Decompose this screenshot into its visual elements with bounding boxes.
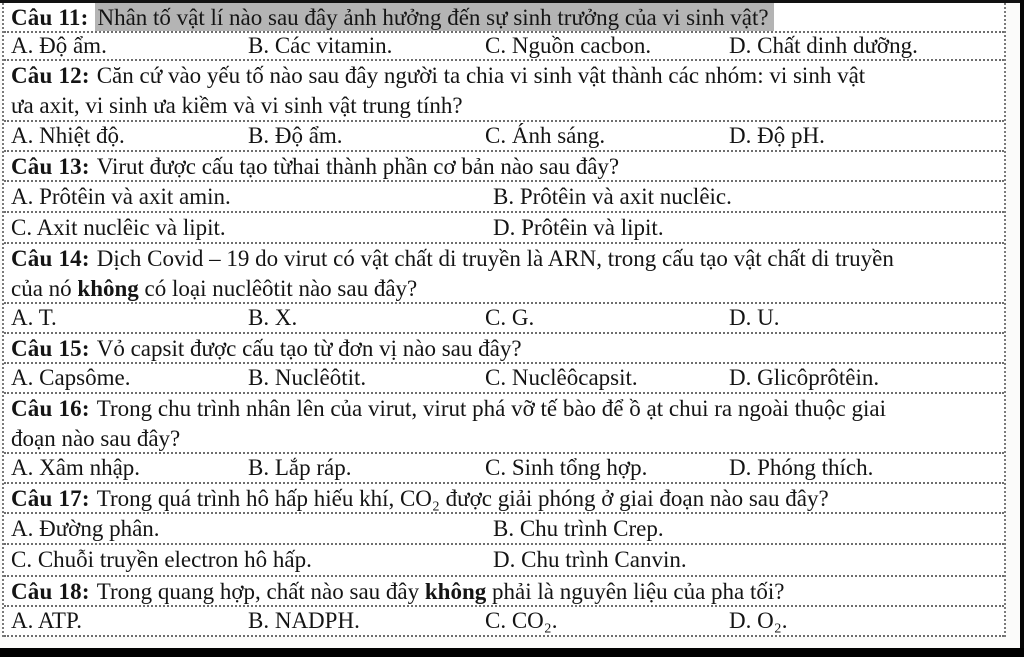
answer-option-a: A. Capsôme. [11, 365, 131, 390]
question-16-answers [4, 454, 1004, 484]
answer-option-a: A. Đường phân. [11, 515, 160, 541]
answer-option-b: B. Lắp ráp. [248, 455, 352, 480]
answer-option-a: A. Prôtêin và axit amin. [11, 183, 231, 209]
question-16-text-line1: Trong chu trình nhân lên của virut, virut phá vỡ tế bào để ồ ạt chui ra ngoài thuộc giai [96, 396, 887, 421]
answer-option-c: C. Axit nuclêic và lipit. [11, 214, 226, 240]
question-13-answers-cd [4, 213, 1004, 244]
answer-option-d: D. Độ pH. [729, 123, 825, 148]
answer-option-d: D. U. [729, 305, 780, 330]
answer-option-b: B. Độ ẩm. [248, 123, 343, 148]
question-18-number: Câu 18: [11, 579, 90, 604]
question-15-row [4, 334, 1004, 364]
question-12-text-line1: Căn cứ vào yếu tố nào sau đây người ta chia vi sinh vật thành các nhóm: vi sinh vật [96, 63, 866, 88]
question-13-row [4, 152, 1004, 182]
answer-option-a: A. T. [11, 305, 57, 330]
question-17-row [4, 484, 1004, 514]
question-table [2, 3, 1006, 637]
answer-option-d: D. Glicôprôtêin. [729, 365, 880, 390]
question-14-bold-word: không [77, 276, 139, 301]
answer-option-a: A. Nhiệt độ. [11, 123, 125, 148]
answer-option-b: B. Các vitamin. [248, 33, 393, 58]
answer-option-b: B. Nuclêôtit. [248, 365, 367, 390]
answer-option-d: D. Chất dinh dưỡng. [729, 33, 918, 58]
answer-option-d: D. Chu trình Canvin. [493, 547, 687, 572]
bottom-frame-bar [0, 648, 1024, 657]
right-frame-bar [1020, 0, 1024, 657]
question-14-text-line2-pre: của nó [11, 276, 78, 301]
answer-option-a: A. ATP. [11, 608, 82, 633]
question-18-bold-word: không [424, 579, 487, 604]
question-13-text: Virut được cấu tạo từhai thành phần cơ bản nào sau đây? [96, 154, 620, 179]
question-17-text: Trong quá trình hô hấp hiếu khí, CO₂ được giải phóng ở giai đoạn nào sau đây? [96, 486, 829, 511]
question-17-number: Câu 17: [11, 486, 90, 511]
question-12-number: Câu 12: [11, 63, 90, 88]
question-18-text-pre: Trong quang hợp, chất nào sau đây [96, 579, 425, 604]
question-14-number: Câu 14: [11, 246, 90, 271]
question-11-number: Câu 11: [11, 5, 89, 30]
question-12-row [4, 61, 1004, 122]
question-18-text-post: phải là nguyên liệu của pha tối? [486, 579, 785, 604]
question-14-answers [4, 304, 1004, 334]
question-13-answers-ab [4, 182, 1004, 213]
answer-option-c: C. Sinh tổng hợp. [485, 455, 648, 480]
question-18-answers [4, 607, 1004, 637]
question-11-text-highlighted: Nhân tố vật lí nào sau đây ảnh hưởng đến sự sinh trưởng của vi sinh vật? [95, 3, 773, 33]
question-12-text-line2: ưa axit, vi sinh ưa kiềm và vi sinh vật trung tính? [11, 93, 463, 118]
question-16-text-line2: đoạn nào sau đây? [11, 426, 181, 451]
answer-option-d: D. Prôtêin và lipit. [493, 214, 664, 240]
answer-option-b: B. X. [248, 305, 298, 330]
answer-option-b: B. Prôtêin và axit nuclêic. [493, 183, 732, 209]
question-11-answers [4, 33, 1004, 61]
answer-option-c: C. G. [485, 305, 535, 330]
answer-option-a: A. Xâm nhập. [11, 455, 141, 480]
question-14-text-line1: Dịch Covid – 19 do virut có vật chất di truyền là ARN, trong cấu tạo vật chất di truyền [96, 246, 894, 271]
question-15-number: Câu 15: [11, 336, 90, 361]
answer-option-c: C. Ánh sáng. [485, 123, 606, 148]
answer-option-d: D. O₂. [729, 608, 788, 633]
question-17-answers-ab [4, 514, 1004, 545]
question-16-row [4, 394, 1004, 454]
question-15-answers [4, 364, 1004, 394]
question-14-row [4, 244, 1004, 304]
question-17-answers-cd [4, 545, 1004, 577]
question-12-answers [4, 122, 1004, 152]
question-14-text-line2-post: có loại nuclêôtit nào sau đây? [138, 276, 418, 301]
question-16-number: Câu 16: [11, 396, 90, 421]
answer-option-c: C. CO₂. [485, 608, 558, 633]
answer-option-a: A. Độ ẩm. [11, 33, 107, 58]
answer-option-d: D. Phóng thích. [729, 455, 874, 480]
answer-option-c: C. Nuclêôcapsit. [485, 365, 638, 390]
question-15-text: Vỏ capsit được cấu tạo từ đơn vị nào sau đây? [96, 336, 522, 361]
question-13-number: Câu 13: [11, 154, 90, 179]
answer-option-c: C. Nguồn cacbon. [485, 33, 652, 58]
answer-option-b: B. NADPH. [248, 608, 360, 633]
answer-option-b: B. Chu trình Crep. [493, 515, 664, 541]
question-18-row [4, 577, 1004, 607]
question-11-row [4, 3, 1004, 33]
answer-option-c: C. Chuỗi truyền electron hô hấp. [11, 547, 312, 572]
